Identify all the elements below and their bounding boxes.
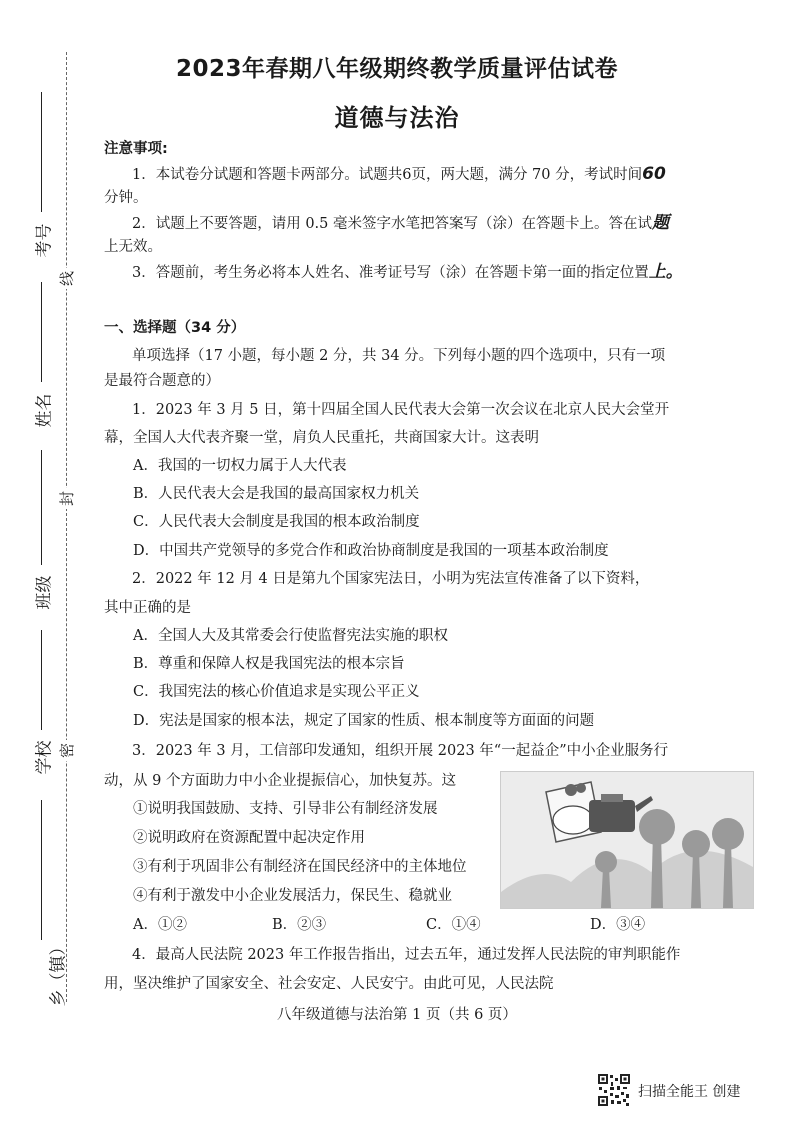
binding-blank-line [41,800,42,940]
question-4-stem: 4．最高人民法院 2023 年工作报告指出，过去五年，通过发挥人民法院的审判职能作 [132,947,681,963]
section-instructions-continued: 是最符合题意的） [104,373,220,389]
note-3: 3．答题前，考生务必将本人姓名、准考证号写（涂）在答题卡第一面的指定位置上。 [132,262,683,282]
cartoon-watering-can-image [501,772,753,908]
question-3-statement-4: ④有利于激发中小企业发展活力，保民生、稳就业 [133,888,452,904]
binding-mark-seal: 封 [58,488,76,509]
binding-field-township: 乡（镇） [48,938,69,1007]
question-3-stem-continued: 动，从 9 个方面助力中小企业提振信心，加快复苏。这 [104,773,456,789]
binding-field-exam-number: 考号 [34,223,55,258]
question-4-stem-continued: 用，坚决维护了国家安全、社会安定、人民安宁。由此可见，人民法院 [104,976,554,992]
question-1-option-d: D．中国共产党领导的多党合作和政治协商制度是我国的一项基本政治制度 [133,543,609,559]
question-3-illustration [500,771,754,909]
question-3-stem: 3．2023 年 3 月，工信部印发通知，组织开展 2023 年“一起益企”中小企业服务行 [132,743,669,759]
question-3-statement-3: ③有利于巩固非公有制经济在国民经济中的主体地位 [133,859,467,875]
question-3-choice-a: A．①② [133,917,187,933]
handwritten-note: 上。 [648,262,683,282]
subject-title: 道德与法治 [334,104,460,132]
question-3-choice-d: D．③④ [590,917,646,933]
question-1-stem: 1．2023 年 3 月 5 日，第十四届全国人民代表大会第一次会议在北京人民大会堂开 [132,402,670,418]
question-1-option-c: C．人民代表大会制度是我国的根本政治制度 [133,514,420,530]
page-footer: 八年级道德与法治第 1 页（共 6 页） [277,1007,517,1023]
question-2-stem-continued: 其中正确的是 [104,600,191,616]
note-2: 2．试题上不要答题，请用 0.5 毫米签字水笔把答案写（涂）在答题卡上。答在试题 [132,213,670,233]
question-1-option-b: B．人民代表大会是我国的最高国家权力机关 [133,486,420,502]
qr-code-icon [597,1073,631,1107]
question-2-option-d: D．宪法是国家的根本法，规定了国家的性质、根本制度等方面面的问题 [133,713,595,729]
question-2-option-b: B．尊重和保障人权是我国宪法的根本宗旨 [133,656,405,672]
notes-heading: 注意事项: [104,141,168,157]
question-3-choice-b: B．②③ [272,917,327,933]
binding-field-name: 姓名 [34,393,55,428]
binding-mark-line: 线 [58,268,76,289]
binding-blank-line [41,630,42,730]
binding-field-school: 学校 [34,740,55,775]
question-3-choice-c: C．①④ [426,917,481,933]
question-1-stem-continued: 幕，全国人大代表齐聚一堂，肩负人民重托，共商国家大计。这表明 [104,430,539,446]
question-1-option-a: A．我国的一切权力属于人大代表 [133,458,347,474]
binding-blank-line [41,282,42,382]
question-2-stem: 2．2022 年 12 月 4 日是第九个国家宪法日，小明为宪法宣传准备了以下资料， [132,571,650,587]
handwritten-note: 60 [642,164,666,184]
binding-blank-line [41,450,42,565]
binding-mark-secret: 密 [58,740,76,761]
question-3-statement-1: ①说明我国鼓励、支持、引导非公有制经济发展 [133,801,438,817]
section-instructions: 单项选择（17 小题，每小题 2 分，共 34 分。下列每小题的四个选项中，只有一项 [132,348,666,364]
question-3-statement-2: ②说明政府在资源配置中起决定作用 [133,830,365,846]
scanner-watermark-text: 扫描全能王 创建 [638,1084,741,1100]
question-2-option-a: A．全国人大及其常委会行使监督宪法实施的职权 [133,628,448,644]
binding-dashed-line [66,52,67,1002]
question-2-option-c: C．我国宪法的核心价值追求是实现公平正义 [133,684,420,700]
section-heading: 一、选择题（34 分） [104,320,246,336]
note-1: 1．本试卷分试题和答题卡两部分。试题共6页，两大题，满分 70 分，考试时间60 [132,164,666,184]
binding-field-class: 班级 [34,575,55,610]
exam-title: 2023年春期八年级期终教学质量评估试卷 [175,56,618,82]
note-1-continued: 分钟。 [104,190,148,206]
note-2-continued: 上无效。 [104,239,162,255]
handwritten-note: 题 [652,213,670,233]
